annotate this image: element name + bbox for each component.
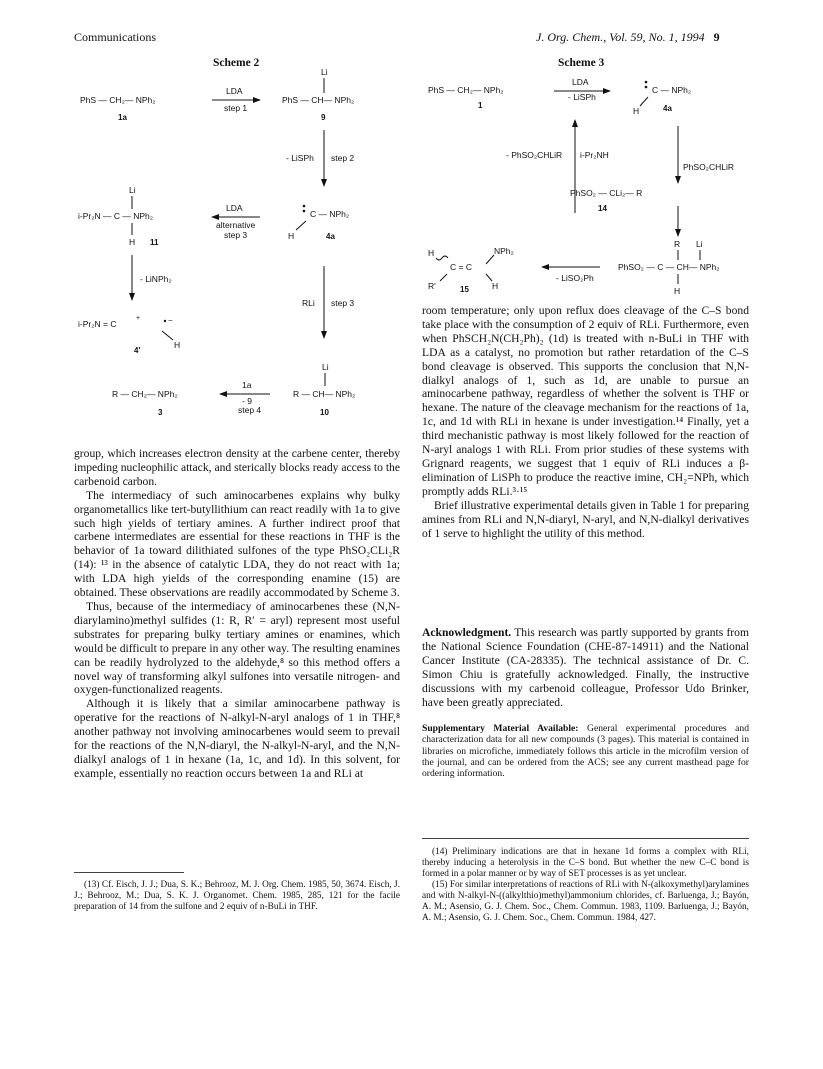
compound-10: R — CH— NPh₂ <box>293 389 356 399</box>
reagent-lisph: - LiSPh <box>568 92 596 102</box>
acknowledgment-title: Acknowledgment. <box>422 626 512 639</box>
reagent-phso2chlir-down: PhSO₂CHLiR <box>683 162 735 172</box>
running-head-section: Communications <box>74 30 156 44</box>
journal-year: 1994 <box>680 30 705 44</box>
compound-right-r: R <box>674 239 681 249</box>
label-14: 14 <box>598 204 607 213</box>
compound-1a: PhS — CH₂— NPh₂ <box>80 95 156 105</box>
paragraph: Although it is likely that a similar aminocarbene pathway is operative for the reactions of N-alkyl-N-aryl analogs of 1 in THF,⁸ another pathway not involving aminocarbenes would seem to prevail for the reactions of the N,N-diaryl, the N-alkyl-N-aryl, and the N,N-dialkyl analogs of 1 in hexane (1a, 1c, and 1d). In this solvent, for example, essentially no reaction occurs between 1a and RLi at <box>74 697 400 780</box>
compound-10-li: Li <box>322 362 329 372</box>
footnote-rule-left <box>74 872 184 873</box>
compound-11-li: Li <box>129 185 136 195</box>
label-step2: step 2 <box>331 153 355 163</box>
scheme-3-title: Scheme 3 <box>558 57 605 69</box>
compound-4a: C — NPh₂ <box>310 209 350 219</box>
label-step3: step 3 <box>331 298 355 308</box>
compound-15-nph2: NPh₂ <box>494 246 514 256</box>
left-column-text <box>74 447 400 781</box>
journal-issue: No. 1, <box>648 30 678 44</box>
reagent-1a: 1a <box>242 380 252 390</box>
label-11: 11 <box>150 238 159 247</box>
label-step4: step 4 <box>238 405 262 415</box>
compound-4a-s3-h: H <box>633 106 640 116</box>
footnote-15: (15) For similar interpretations of reactions of RLi with N-(alkoxymethyl)arylamines and with N-alkyl-N-((alkylthio)methyl)ammonium chlorides, cf. Barluenga, J.; Bayón, A. M.; Asensio, G. J. Chem. Soc., Chem. Commun. 1983, 1109. Barluenga, J.; Bayón, A. M.; Asensio, G. J. Chem. Soc., Chem. Commun. 1984, 427. <box>422 880 749 923</box>
reagent-lda-1: LDA <box>226 86 243 96</box>
compound-right-li: Li <box>696 239 703 249</box>
reagent-phso2chlir-up: - PhSO₂CHLiR <box>506 150 563 160</box>
paragraph: Brief illustrative experimental details given in Table 1 for preparing amines from RLi and N,N-diaryl, N-aryl, and N,N-dialkyl derivatives of 1 serve to highlight the utility of this method. <box>422 498 749 540</box>
label-alt-step3: step 3 <box>224 230 248 240</box>
compound-11-h: H <box>129 237 136 247</box>
page-number: 9 <box>713 30 720 44</box>
compound-4a-h: H <box>288 231 295 241</box>
paragraph: Thus, because of the intermediacy of aminocarbenes these (N,N-diarylamino)methyl sulfides (1: R, R′ = aryl) represent most useful substrates for preparing bulky tertiary amines or enamines, which would be difficult to prepare in any other way. The resulting enamines can be readily hydrolyzed to the aldehyde,⁸ so this method offers a novel way of transforming alkyl sulfones into versatile nitrogen- and oxygen-functionalized reagents. <box>74 599 400 697</box>
compound-14: PhSO₂ — CLi₂— R <box>570 188 643 198</box>
label-3: 3 <box>158 408 163 417</box>
paragraph: room temperature; only upon reflux does cleavage of the C–S bond take place with the consumption of 2 equiv of RLi. Furthermore, even when PhSCH₂N(CH₂Ph)₂ (1d) is treated with n-BuLi in THF with LDA as a catalyst, no promotion but rather retardation of the C–S bond cleavage is observed. This supports the conclusion that N,N-dialkyl analogs of 1, such as 1d, are unable to pursue an aminocarbene pathway, regardless of whether the solvent is THF or hexane. The nature of the cleavage mechanism for the reactions of 1a, 1c, and 1d with RLi in hexane is under investigation.¹⁴ Finally, yet a third mechanistic pathway is most likely followed for the reaction of N-aryl analogs 1 with RLi. From prior studies of these systems with Grignard reagents, we suggest that 1 equiv of RLi induces a β-elimination of LiSPh to produce the reactive imine, CH₂=NPh, which promptly adds RLi.³·¹⁵ <box>422 304 749 498</box>
footnote-rule-right <box>422 838 749 839</box>
label-10: 10 <box>320 408 329 417</box>
right-footnotes <box>422 847 749 925</box>
scheme-2-title: Scheme 2 <box>213 57 260 69</box>
reagent-minus-9: - 9 <box>242 396 252 406</box>
compound-15-h2: H <box>492 281 499 291</box>
compound-15-h: H <box>428 248 435 258</box>
compound-15: C = C <box>450 262 472 272</box>
reagent-lda-2: LDA <box>226 203 243 213</box>
acknowledgment <box>422 626 749 709</box>
compound-15-r: R' <box>428 281 436 291</box>
reagent-liso2ph: - LiSO₂Ph <box>556 273 594 283</box>
label-1a: 1a <box>118 113 127 122</box>
journal-volume: Vol. 59, <box>609 30 646 44</box>
compound-9: PhS — CH— NPh₂ <box>282 95 355 105</box>
supplementary-material <box>422 723 749 779</box>
compound-4prime: i-Pr₂N = C <box>78 319 117 329</box>
compound-1: PhS — CH₂— NPh₂ <box>428 85 504 95</box>
right-column-text <box>422 304 749 540</box>
journal-name: J. Org. Chem., <box>536 30 607 44</box>
supplementary-title: Supplementary Material Available: <box>422 723 579 734</box>
supplementary-text: General experimental procedures and characterization data for all new compounds (3 pages). This material is contained in libraries on microfiche, immediately follows this article in the microfilm version of the journal, and can be ordered from the ACS; see any current masthead page for ordering information. <box>422 723 749 780</box>
svg-text:+: + <box>136 315 141 322</box>
compound-right-h: H <box>674 286 681 296</box>
reagent-lisph: - LiSPh <box>286 153 314 163</box>
label-alternative: alternative <box>216 220 256 230</box>
label-1: 1 <box>478 101 483 110</box>
compound-right: PhSO₂ — C — CH— NPh₂ <box>618 262 720 272</box>
running-head-citation <box>536 30 720 45</box>
label-9: 9 <box>321 113 326 122</box>
compound-3: R — CH₂— NPh₂ <box>112 389 178 399</box>
label-15: 15 <box>460 285 469 294</box>
label-step1: step 1 <box>224 103 248 113</box>
footnote-13: (13) Cf. Eisch, J. J.; Dua, S. K.; Behrooz, M. J. Org. Chem. 1985, 50, 3674. Eisch, J. J.; Behrooz, M.; Dua, S. K. J. Organomet. Chem. 1985, 285, 121 for the facile preparation of 14 from the sulfone and 2 equiv of n-BuLi in THF. <box>74 880 400 912</box>
paragraph: group, which increases electron density at the carbene center, thereby impeding nucleophilic attack, and sterically blocks ready access to the carbenoid carbon. <box>74 447 400 488</box>
scheme-2 <box>74 48 404 446</box>
reagent-lda: LDA <box>572 77 589 87</box>
reagent-rli: RLi <box>302 298 315 308</box>
compound-4prime-h: H <box>174 340 181 350</box>
compound-9-li: Li <box>321 67 328 77</box>
reagent-linph2: - LiNPh₂ <box>140 274 172 284</box>
footnote-14: (14) Preliminary indications are that in hexane 1d forms a complex with RLi, thereby inducing a heterolysis in the C–S bond. But whether the new C–C bond is formed in a polar manner or by way of SET processes is as yet unclear. <box>422 847 749 879</box>
reagent-ipr2nh: i-Pr₂NH <box>580 150 609 160</box>
left-footnotes <box>74 880 400 913</box>
compound-4a-s3: C — NPh₂ <box>652 85 692 95</box>
label-4a-s3: 4a <box>663 104 672 113</box>
label-4prime: 4' <box>134 346 141 355</box>
label-4a: 4a <box>326 232 335 241</box>
scheme-3 <box>420 48 755 298</box>
acknowledgment-text: This research was partly supported by grants from the National Science Foundation (CHE-87-14911) and the National Cancer Institute (CA-28335). The technical assistance of Dr. C. Simon Chiu is gratefully acknowledged. Finally, the instructive discussions with my carbenoid colleague, Professor Udo Brinker, have been greatly appreciated. <box>422 626 749 709</box>
svg-text:−: − <box>168 316 173 325</box>
compound-11: i-Pr₂N — C — NPh₂ <box>78 211 154 221</box>
paragraph: The intermediacy of such aminocarbenes explains why bulky organometallics like tert-butyllithium can react readily with 1a to give such high yields of tertiary amines. A further indirect proof that carbene intermediates are essential for these reactions in THF is the behavior of 1a toward dilithiated sulfones of the type PhSO₂CLi₂R (14): ¹³ in the absence of catalytic LDA, they do not react with 1a; with LDA high yields of the corresponding enamine (15) are obtained. These observations are readily accommodated by Scheme 3. <box>74 488 400 600</box>
